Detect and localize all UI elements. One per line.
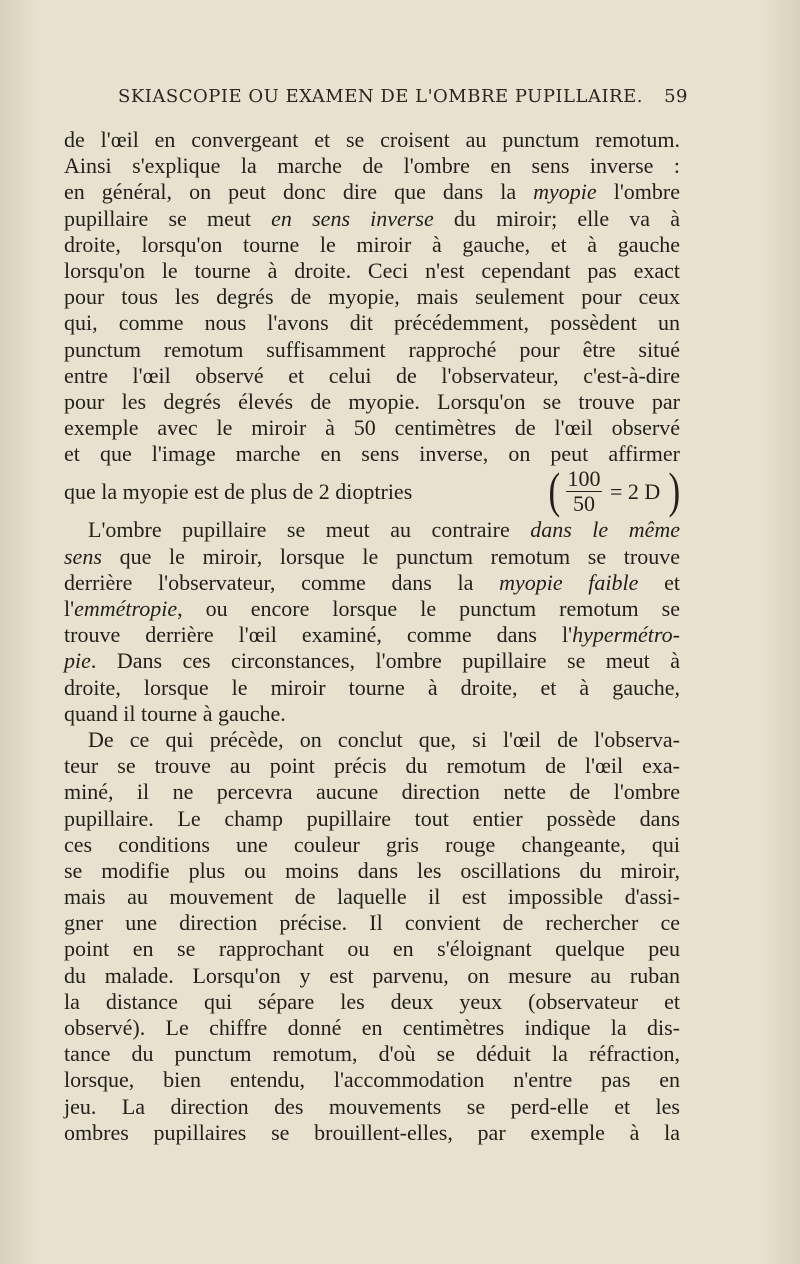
text-line: qui, comme nous l'avons dit précédemment, possèdent un — [64, 310, 680, 336]
text-run: . Dans ces circonstances, l'ombre pupillaire se meut à — [90, 648, 680, 674]
text-run: l' — [64, 596, 75, 621]
text-line: du malade. Lorsqu'on y est parvenu, on mesure au ruban — [64, 962, 680, 988]
text-line: punctum remotum suffisamment rapproché pour être situé — [64, 336, 680, 362]
italic-term: myopie — [533, 179, 597, 205]
text-line: droite, lorsqu'on tourne le miroir à gauche, et à gauche — [64, 231, 680, 257]
italic-term: sens — [64, 543, 102, 569]
text-run: du miroir; elle va à — [433, 205, 681, 231]
text-run: pupillaire se meut — [64, 205, 272, 231]
italic-term: hypermétro- — [572, 622, 680, 648]
running-head — [118, 86, 688, 112]
fraction — [564, 467, 604, 516]
text-line: de l'œil en convergeant et se croisent au punctum remotum. — [64, 127, 680, 152]
text-line: gner une direction précise. Il convient de rechercher ce — [64, 910, 680, 936]
text-line — [64, 544, 680, 570]
fraction-denominator: 50 — [573, 491, 595, 517]
text-line: teur se trouve au point précis du remotum de l'œil exa- — [64, 753, 680, 779]
italic-term: dans le même — [530, 517, 680, 543]
page-number: 59 — [664, 86, 688, 107]
text-line: jeu. La direction des mouvements se perd-elle et les — [64, 1093, 680, 1119]
text-run: L'ombre pupillaire se meut au contraire — [88, 517, 531, 543]
text-line: mais au mouvement de laquelle il est impossible d'assi- — [64, 884, 680, 910]
text-line: entre l'œil observé et celui de l'observateur, c'est-à-dire — [64, 362, 680, 388]
text-line — [64, 570, 680, 596]
text-line: pour les degrés élevés de myopie. Lorsqu'on se trouve par — [64, 388, 680, 414]
text-line: et que l'image marche en sens inverse, on peut affirmer — [64, 441, 680, 467]
italic-term: myopie faible — [499, 569, 639, 595]
text-line — [64, 517, 680, 543]
text-run: en général, on peut donc dire que dans la — [64, 179, 534, 205]
text-line — [64, 596, 680, 622]
text-line: la distance qui sépare les deux yeux (observateur et — [64, 988, 680, 1014]
text-run: , ou encore lorsque le punctum remotum se — [177, 596, 680, 621]
text-line: tance du punctum remotum, d'où se déduit la réfraction, — [64, 1041, 680, 1067]
diopter-formula — [546, 462, 681, 519]
text-line: se modifie plus ou moins dans les oscillations du miroir, — [64, 857, 680, 883]
text-run: derrière l'observateur, comme dans la — [64, 569, 500, 595]
fraction-numerator: 100 — [567, 466, 601, 492]
text-line: droite, lorsque le miroir tourne à droite, et à gauche, — [64, 674, 680, 700]
text-line — [64, 648, 680, 674]
text-line — [64, 622, 680, 648]
running-title: SKIASCOPIE OU EXAMEN DE L'OMBRE PUPILLAIRE. — [118, 86, 643, 107]
text-line: exemple avec le miroir à 50 centimètres de l'œil observé — [64, 415, 680, 441]
text-line: pupillaire. Le champ pupillaire tout entier possède dans — [64, 805, 680, 831]
italic-term: emmétropie — [74, 596, 178, 621]
text-run: que la myopie est de plus de 2 dioptries — [64, 479, 413, 505]
text-run: trouve derrière l'œil examiné, comme dans l' — [64, 622, 573, 648]
italic-term: pie — [64, 648, 91, 674]
text-line: lorsque, bien entendu, l'accommodation n'entre pas en — [64, 1067, 680, 1093]
text-line: ces conditions une couleur gris rouge changeante, qui — [64, 831, 680, 857]
text-line: point en se rapprochant ou en s'éloignant quelque peu — [64, 936, 680, 962]
text-line: De ce qui précède, on conclut que, si l'œil de l'observa- — [88, 726, 680, 752]
text-line: Ainsi s'explique la marche de l'ombre en sens inverse : — [64, 153, 680, 179]
text-line: pour tous les degrés de myopie, mais seulement pour ceux — [64, 284, 680, 310]
text-line: observé). Le chiffre donné en centimètres indique la dis- — [64, 1015, 680, 1040]
italic-term: en sens inverse — [271, 205, 434, 231]
text-line — [64, 206, 680, 232]
text-line — [64, 179, 680, 205]
formula-line — [64, 462, 681, 519]
text-line: quand il tourne à gauche. — [64, 700, 286, 726]
text-run: et — [638, 569, 680, 595]
text-run: l'ombre — [596, 179, 681, 205]
body-text — [64, 127, 680, 1146]
text-line: lorsqu'on le tourne à droite. Ceci n'est cependant pas exact — [64, 257, 680, 283]
left-paren: ( — [548, 462, 561, 519]
text-line: ombres pupillaires se brouillent-elles, par exemple à la — [64, 1119, 680, 1145]
right-paren: ) — [668, 462, 681, 519]
text-run: que le miroir, lorsque le punctum remotum se trouve — [101, 543, 680, 569]
text-line: miné, il ne percevra aucune direction nette de l'ombre — [64, 779, 680, 805]
formula-result: = 2 D — [610, 479, 661, 505]
